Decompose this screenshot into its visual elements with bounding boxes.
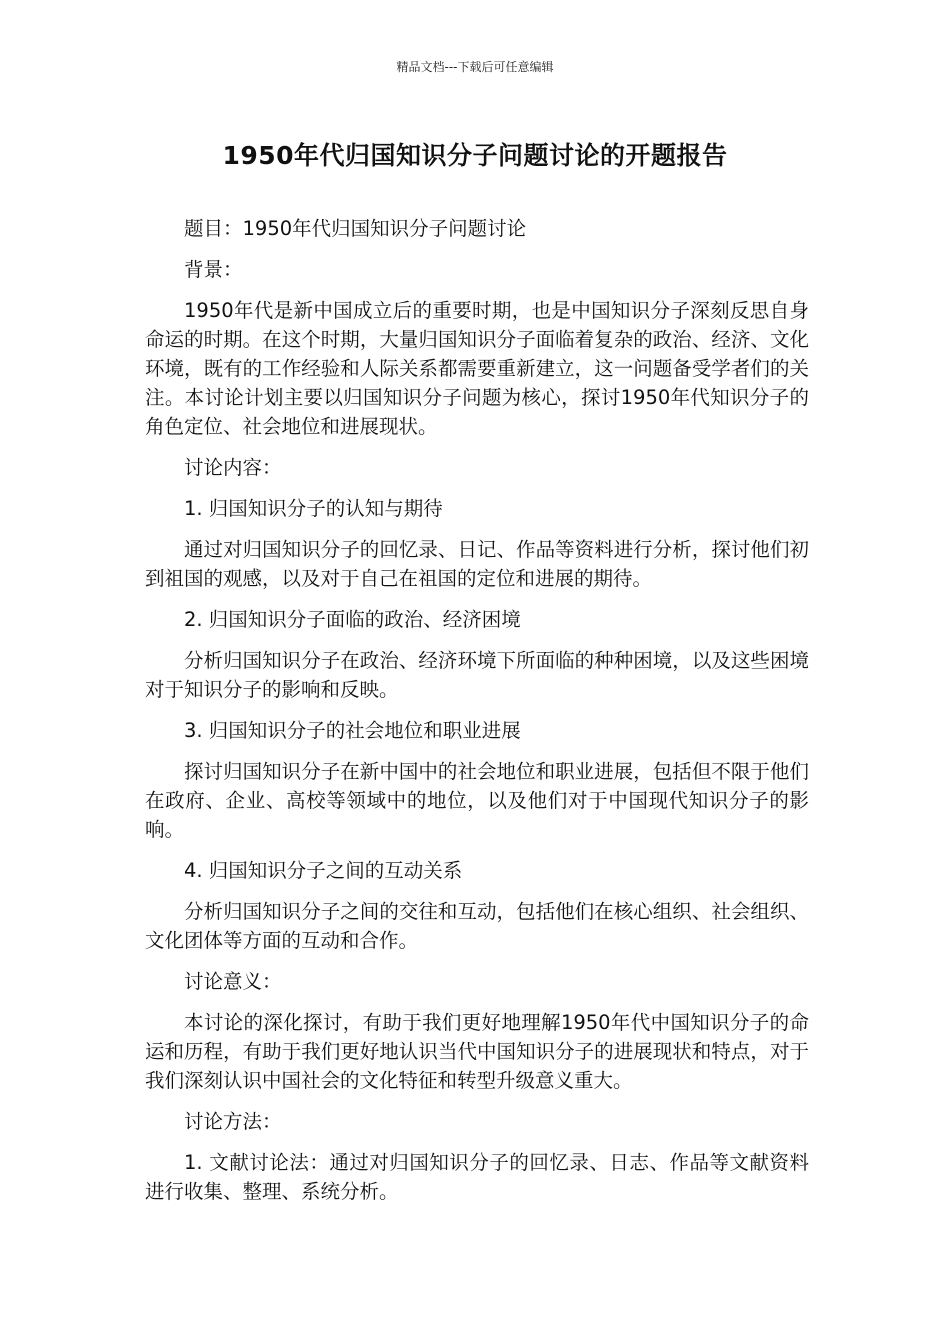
topic-line: 题目：1950年代归国知识分子问题讨论 [184, 217, 527, 240]
content-item-4-heading: 4. 归国知识分子之间的互动关系 [184, 859, 463, 882]
content-item-3-heading: 3. 归国知识分子的社会地位和职业进展 [184, 719, 521, 742]
document-body [145, 214, 809, 1218]
document-title: 1950年代归国知识分子问题讨论的开题报告 [222, 141, 728, 170]
significance-paragraph: 本讨论的深化探讨，有助于我们更好地理解1950年代中国知识分子的命运和历程，有助于我们更好地认识当代中国知识分子的进展现状和特点，对于我们深刻认识中国社会的文化特征和转型升级意义重大。 [145, 1011, 809, 1092]
section-heading-content: 讨论内容： [184, 456, 282, 479]
content-item-1-heading: 1. 归国知识分子的认知与期待 [184, 497, 443, 520]
page-header-note: 精品文档---下载后可任意编辑 [396, 60, 554, 74]
method-item-1: 1. 文献讨论法：通过对归国知识分子的回忆录、日志、作品等文献资料进行收集、整理、系统分析。 [145, 1151, 809, 1203]
content-item-4-paragraph: 分析归国知识分子之间的交往和互动，包括他们在核心组织、社会组织、文化团体等方面的互动和合作。 [145, 900, 809, 952]
background-paragraph: 1950年代是新中国成立后的重要时期，也是中国知识分子深刻反思自身命运的时期。在这个时期，大量归国知识分子面临着复杂的政治、经济、文化环境，既有的工作经验和人际关系都需要重新建立，这一问题备受学者们的关注。本讨论计划主要以归国知识分子问题为核心，探讨1950年代知识分子的角色定位、社会地位和进展现状。 [145, 299, 809, 438]
section-heading-methods: 讨论方法： [184, 1110, 282, 1133]
section-heading-background: 背景： [184, 258, 243, 281]
content-item-2-heading: 2. 归国知识分子面临的政治、经济困境 [184, 608, 521, 631]
section-heading-significance: 讨论意义： [184, 970, 282, 993]
content-item-2-paragraph: 分析归国知识分子在政治、经济环境下所面临的种种困境，以及这些困境对于知识分子的影响和反映。 [145, 649, 809, 701]
content-item-1-paragraph: 通过对归国知识分子的回忆录、日记、作品等资料进行分析，探讨他们初到祖国的观感，以及对于自己在祖国的定位和进展的期待。 [145, 538, 809, 590]
content-item-3-paragraph: 探讨归国知识分子在新中国中的社会地位和职业进展，包括但不限于他们在政府、企业、高校等领域中的地位，以及他们对于中国现代知识分子的影响。 [145, 760, 809, 841]
